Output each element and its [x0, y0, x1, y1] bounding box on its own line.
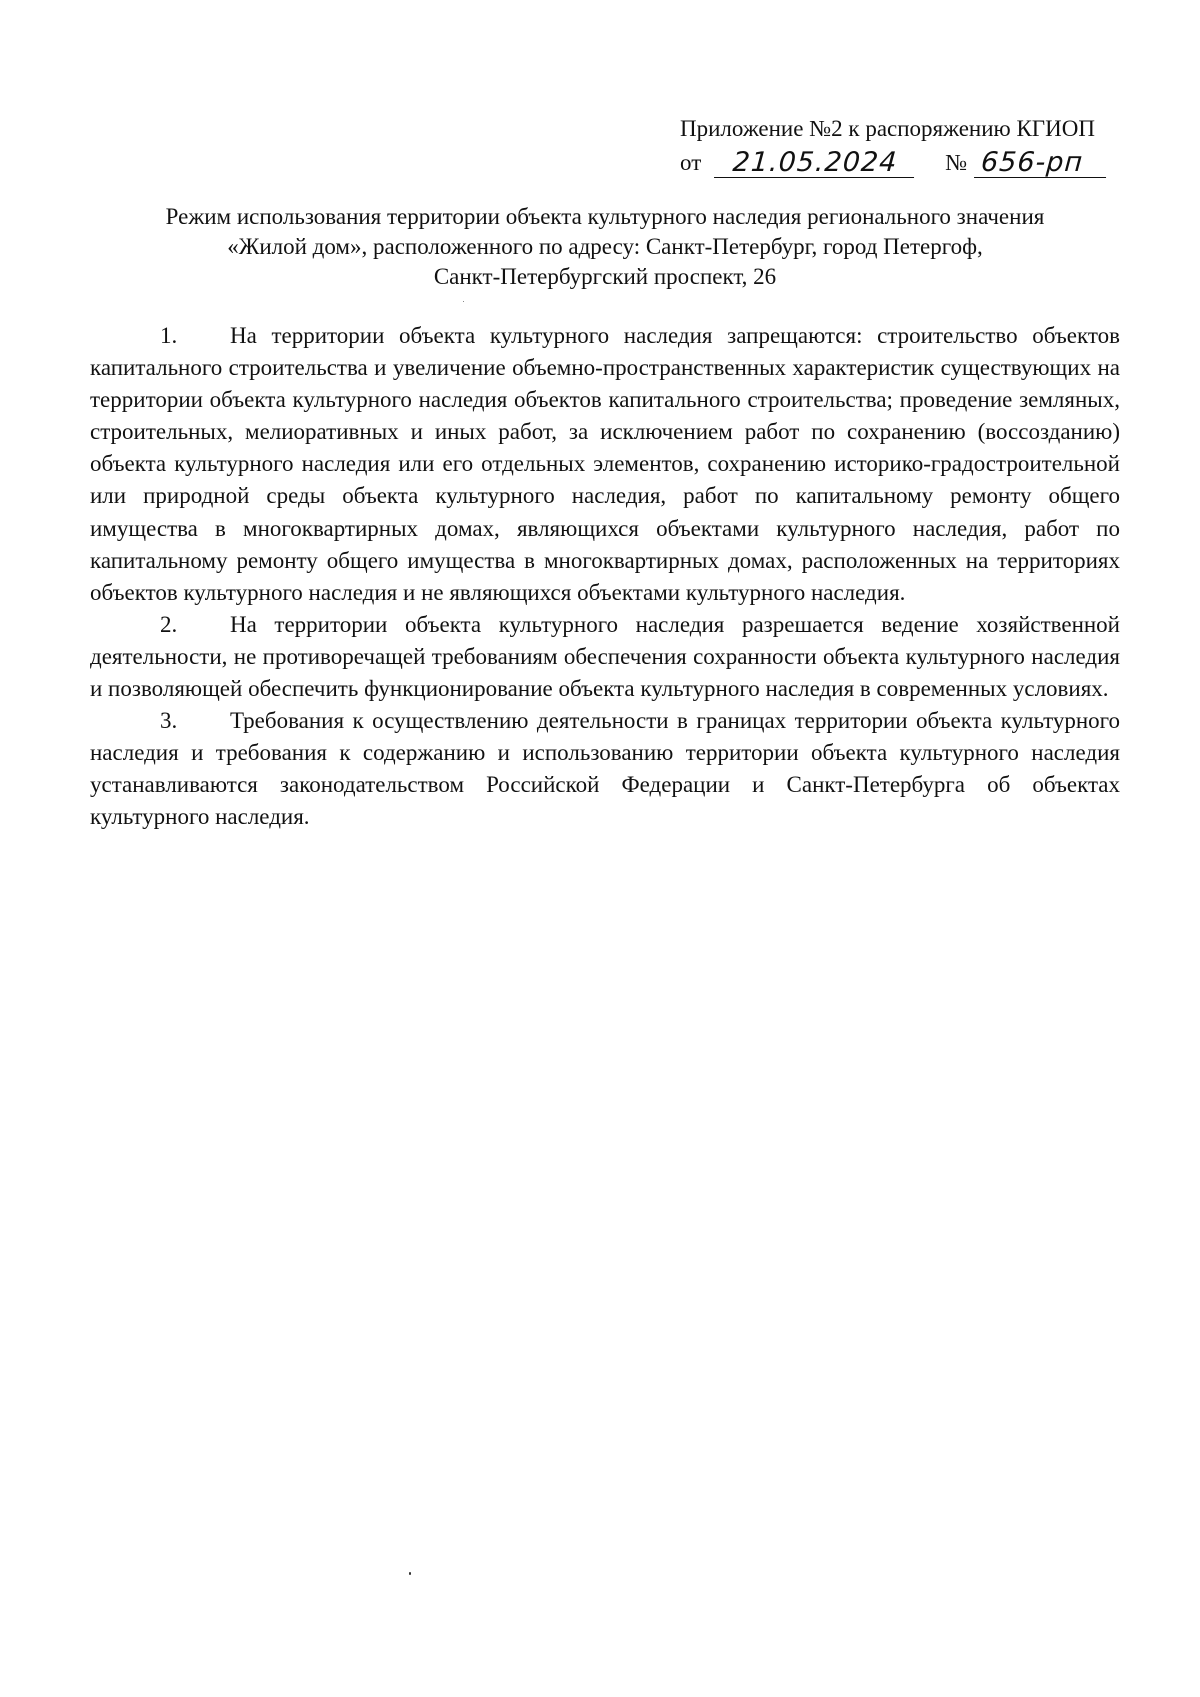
- document-title: [90, 202, 1120, 292]
- appendix-header: [680, 114, 1130, 178]
- handwritten-date: 21.05.2024: [714, 149, 916, 178]
- title-line-1: Режим использования территории объекта культурного наследия регионального значения: [165, 204, 1045, 229]
- paragraph-number: 3.: [160, 708, 178, 734]
- document-body: [90, 320, 1120, 834]
- paragraph-number: 2.: [160, 611, 178, 637]
- appendix-line: Приложение №2 к распоряжению КГИОП: [680, 116, 1095, 141]
- number-sign: №: [945, 150, 968, 175]
- paragraph-text: На территории объекта культурного наследия запрещаются: строительство объектов капитального строительства и увеличение объемно-пространственных характеристик существующих на территории объекта культурного наследия объектов капитального строительства; проведение земляных, строительных, мелиоративных и иных работ, за исключением работ по сохранению (воссозданию) объекта культурного наследия или его отдельных элементов, сохранению историко-градостроительной или природной среды объекта культурного наследия, работ по капитальному ремонту общего имущества в многоквартирных домах, являющихся объектами культурного наследия, работ по капитальному ремонту общего имущества в многоквартирных домах, расположенных на территориях объектов культурного наследия и не являющихся объектами культурного наследия.: [90, 323, 1120, 605]
- title-line-2: «Жилой дом», расположенного по адресу: Санкт-Петербург, город Петергоф,: [227, 234, 983, 259]
- paragraph-1: [90, 320, 1120, 609]
- paragraph-text: На территории объекта культурного наследия разрешается ведение хозяйственной деятельности, не противоречащей требованиям обеспечения сохранности объекта культурного наследия и позволяющей обеспечить функционирование объекта культурного наследия в современных условиях.: [90, 611, 1120, 702]
- title-line-3: Санкт-Петербургский проспект, 26: [433, 264, 777, 289]
- paragraph-text: Требования к осуществлению деятельности в границах территории объекта культурного наследия и требования к содержанию и использованию территории объекта культурного наследия устанавливаются законодательством Российской Федерации и Санкт-Петербурга об объектах культурного наследия.: [90, 708, 1120, 830]
- paragraph-number: 1.: [160, 323, 178, 348]
- from-label: от: [680, 150, 702, 175]
- paragraph-2: [90, 609, 1120, 705]
- order-date-number-line: [680, 144, 1130, 178]
- paragraph-3: [90, 705, 1120, 833]
- handwritten-order-number: 656-рп: [974, 149, 1108, 178]
- scan-speck: [463, 301, 464, 302]
- scan-speck: [409, 1572, 411, 1575]
